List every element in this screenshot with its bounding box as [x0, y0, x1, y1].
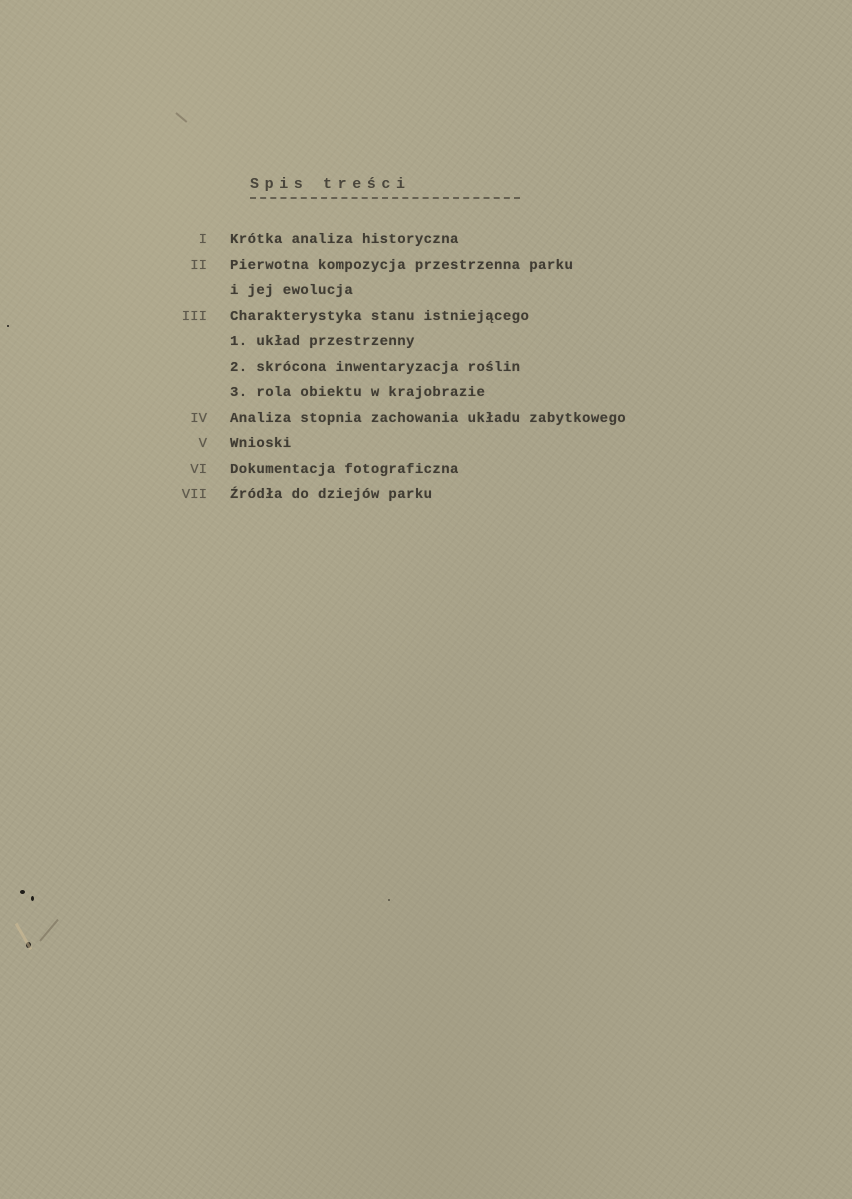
pencil-mark [39, 919, 59, 942]
toc-number: V [198, 436, 207, 452]
toc-label: Pierwotna kompozycja przestrzenna parku [230, 257, 574, 274]
toc-number: III [181, 308, 207, 325]
toc-item [170, 483, 770, 509]
toc-item [170, 407, 770, 433]
toc-label: i jej ewolucja [230, 283, 354, 299]
toc-label: Dokumentacja fotograficzna [230, 461, 459, 478]
paper-fiber [15, 923, 33, 950]
toc-label: Wnioski [230, 436, 292, 452]
ink-spot [20, 890, 25, 894]
toc-label: Charakterystyka stanu istniejącego [230, 308, 530, 325]
toc-label: 2. skrócona inwentaryzacja roślin [230, 359, 521, 376]
toc-number: VII [181, 487, 207, 503]
toc-label: 3. rola obiektu w krajobrazie [230, 385, 486, 401]
toc-item [170, 254, 770, 280]
toc-number: VI [190, 461, 207, 478]
table-of-contents [170, 228, 770, 509]
toc-item [170, 458, 770, 484]
pencil-mark [175, 112, 187, 123]
ink-spot [7, 325, 9, 327]
ink-spot [388, 899, 390, 901]
toc-item [170, 228, 770, 254]
toc-label: Źródła do dziejów parku [230, 487, 433, 503]
toc-label: Analiza stopnia zachowania układu zabytkowego [230, 410, 627, 427]
toc-label: Krótka analiza historyczna [230, 232, 459, 248]
toc-item [170, 305, 770, 331]
toc-number: I [198, 232, 207, 248]
toc-item [170, 432, 770, 458]
toc-item-continuation [170, 279, 770, 305]
toc-label: 1. układ przestrzenny [230, 334, 415, 350]
toc-number: II [190, 257, 207, 274]
toc-subitem [170, 381, 770, 407]
toc-number: IV [190, 410, 207, 427]
ink-spot [31, 896, 34, 901]
toc-subitem [170, 330, 770, 356]
page-title: Spis treści [250, 176, 411, 193]
title-underline [250, 197, 520, 199]
toc-subitem [170, 356, 770, 382]
